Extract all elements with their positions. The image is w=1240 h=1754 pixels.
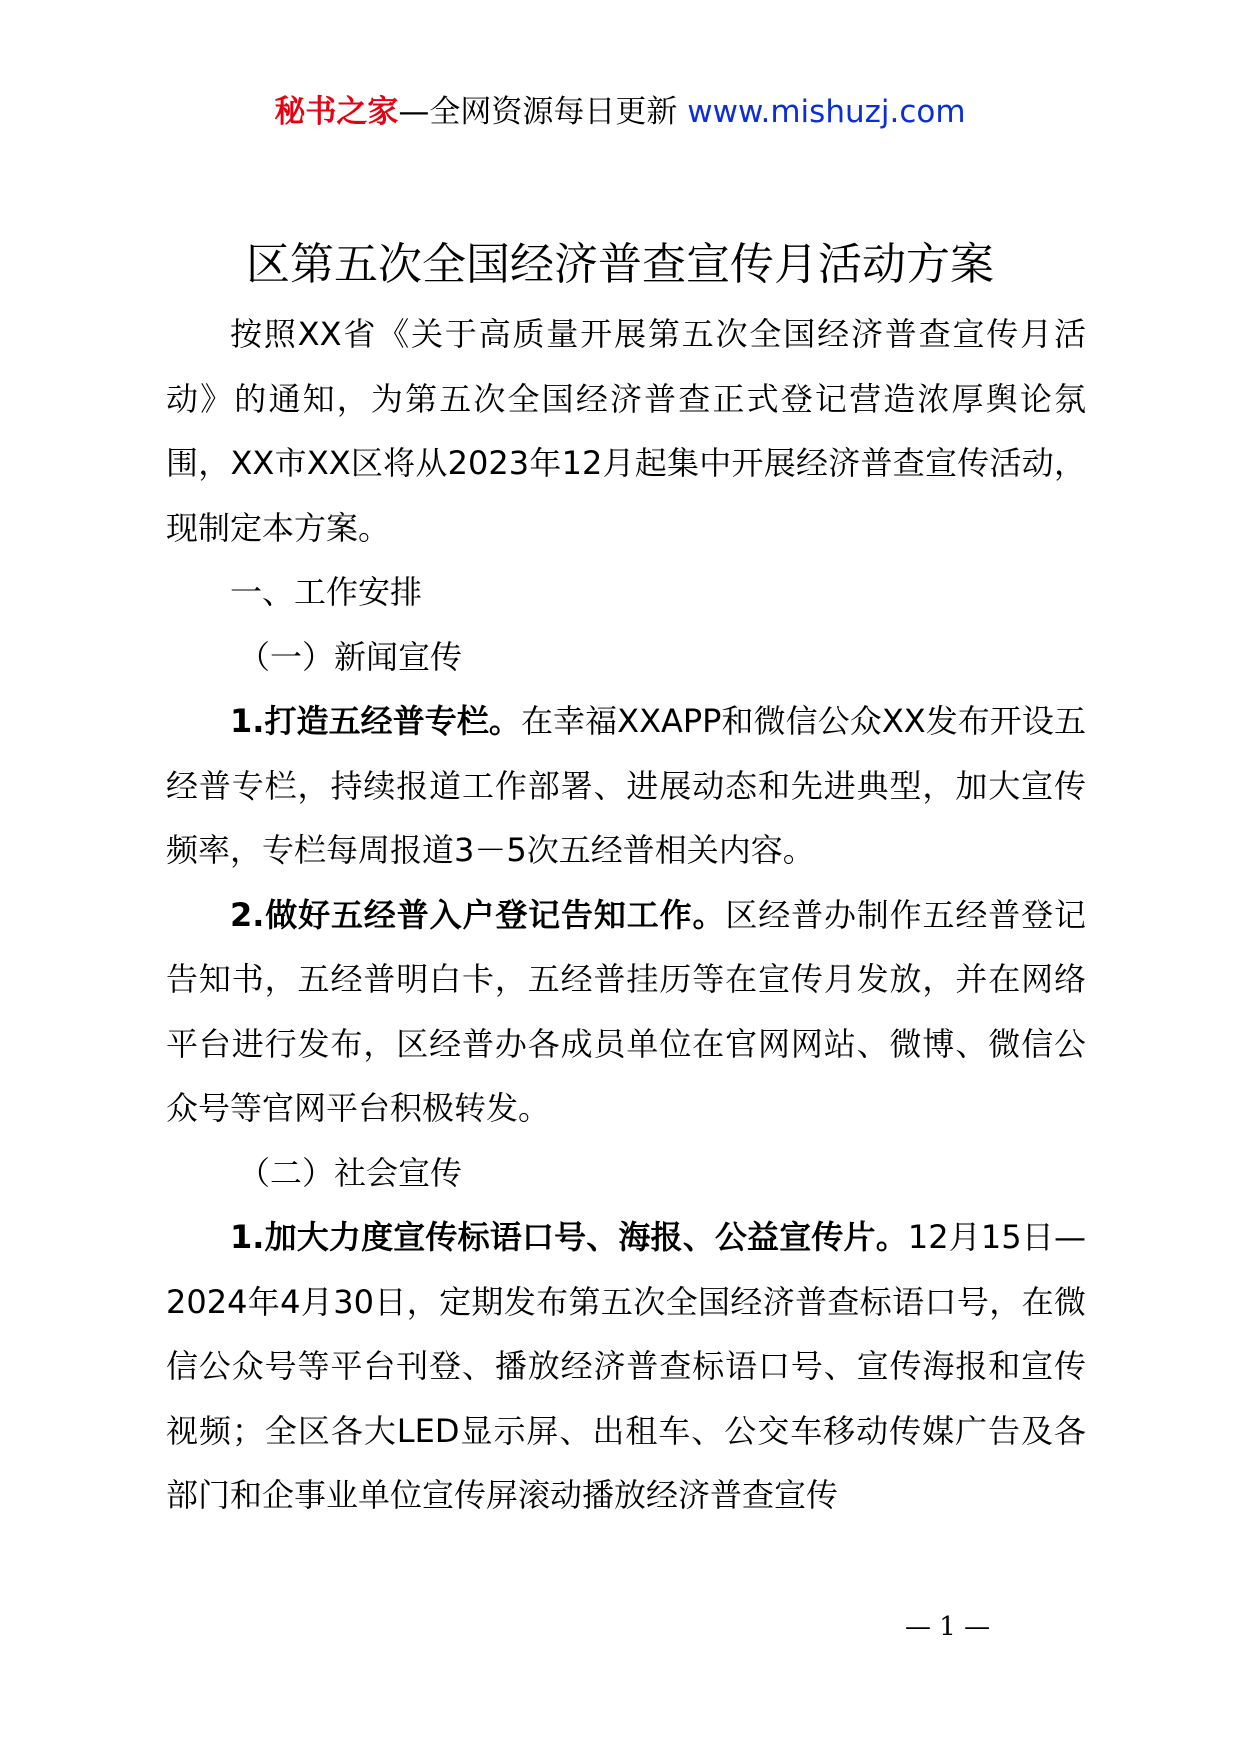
news-item-1-text: 在幸福XXAPP和微信公众XX发布开设五经普专栏，持续报道工作部署、进展动态和先进典型，加大宣传频率，专栏每周报道3－5次五经普相关内容。 [166, 702, 1086, 869]
document-body [166, 302, 1086, 1528]
news-item-1 [166, 689, 1086, 883]
social-item-1-text: 12月15日—2024年4月30日，定期发布第五次全国经济普查标语口号，在微信公众号等平台刊登、播放经济普查标语口号、宣传海报和宣传视频；全区各大LED显示屏、出租车、公交车移动传媒广告及各部门和企事业单位宣传屏滚动播放经济普查宣传 [166, 1218, 1086, 1514]
subsection-heading-news: （一）新闻宣传 [238, 637, 463, 676]
section-heading-work-arrangement: 一、工作安排 [230, 573, 423, 611]
news-item-1-title: 1.打造五经普专栏。 [230, 702, 521, 740]
news-item-2 [166, 883, 1086, 1141]
document-title: 区第五次全国经济普查宣传月活动方案 [246, 239, 994, 290]
social-item-1 [166, 1205, 1086, 1528]
subsection-heading-social: （二）社会宣传 [238, 1153, 463, 1192]
site-brand: 秘书之家 [274, 94, 399, 130]
site-tagline: —全网资源每日更新 [398, 94, 678, 130]
site-header [0, 92, 1240, 132]
social-item-1-title: 1.加大力度宣传标语口号、海报、公益宣传片。 [230, 1218, 908, 1256]
intro-paragraph: 按照XX省《关于高质量开展第五次全国经济普查宣传月活动》的通知，为第五次全国经济普查正式登记营造浓厚舆论氛围，XX市XX区将从2023年12月起集中开展经济普查宣传活动，现制定本方案。 [166, 315, 1086, 547]
page-number: — 1 — [905, 1612, 991, 1642]
site-url-link[interactable]: www.mishuzj.com [687, 94, 966, 130]
news-item-2-title: 2.做好五经普入户登记告知工作。 [230, 895, 726, 934]
news-item-2-text: 区经普办制作五经普登记告知书，五经普明白卡，五经普挂历等在宣传月发放，并在网络平台进行发布，区经普办各成员单位在官网网站、微博、微信公众号等官网平台积极转发。 [166, 895, 1086, 1127]
